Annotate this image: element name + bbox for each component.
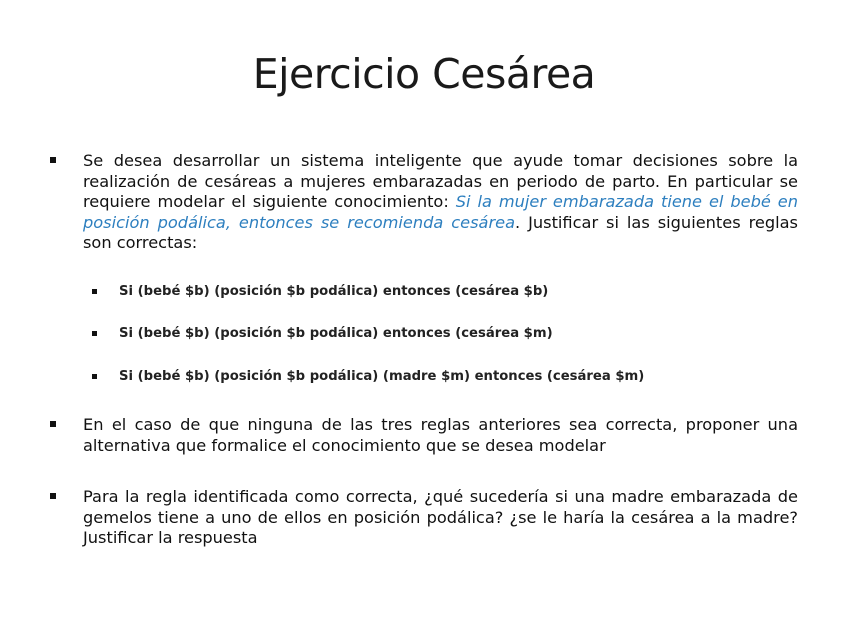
bullet-intro-text [83, 151, 798, 254]
bullet-twins-text: Para la regla identificada como correcta, ¿qué sucedería si una madre embarazada de gemelos tiene a uno de ellos en posición podálica? ¿se le haría la cesárea a la madre? Justificar la respuesta [83, 487, 798, 547]
rule-text-2: Si (bebé $b) (posición $b podálica) entonces (cesárea $m) [119, 326, 553, 341]
rule-item-3 [92, 368, 792, 386]
bullet-alternative-text: En el caso de que ninguna de las tres reglas anteriores sea correcta, proponer una alternativa que formalice el conocimiento que se desea modelar [83, 415, 798, 455]
rule-text-1: Si (bebé $b) (posición $b podálica) entonces (cesárea $b) [119, 284, 549, 299]
bullet-intro [50, 151, 798, 254]
sub-bullet-marker-icon [92, 331, 97, 336]
rule-text-3: Si (bebé $b) (posición $b podálica) (madre $m) entonces (cesárea $m) [119, 369, 645, 384]
sub-bullet-marker-icon [92, 289, 97, 294]
bullet-twins [50, 487, 798, 549]
rule-item-2 [92, 325, 792, 343]
bullet-alternative [50, 415, 798, 456]
knowledge-statement: Si la mujer embarazada tiene el bebé en posición podálica, entonces se recomienda cesárea [83, 192, 799, 232]
rule-item-1 [92, 283, 792, 301]
slide-title: Ejercicio Cesárea [252, 50, 596, 98]
sub-bullet-marker-icon [92, 374, 97, 379]
intro-text-part2: . Justificar si las siguientes reglas son correctas: [83, 212, 798, 252]
bullet-marker-icon [50, 421, 56, 427]
intro-text-part1: Se desea desarrollar un sistema inteligente que ayude tomar decisiones sobre la realización de cesáreas a mujeres embarazadas en periodo de parto. En particular se requiere modelar el siguiente conocimiento: [83, 151, 798, 211]
bullet-marker-icon [50, 493, 56, 499]
bullet-marker-icon [50, 157, 56, 163]
